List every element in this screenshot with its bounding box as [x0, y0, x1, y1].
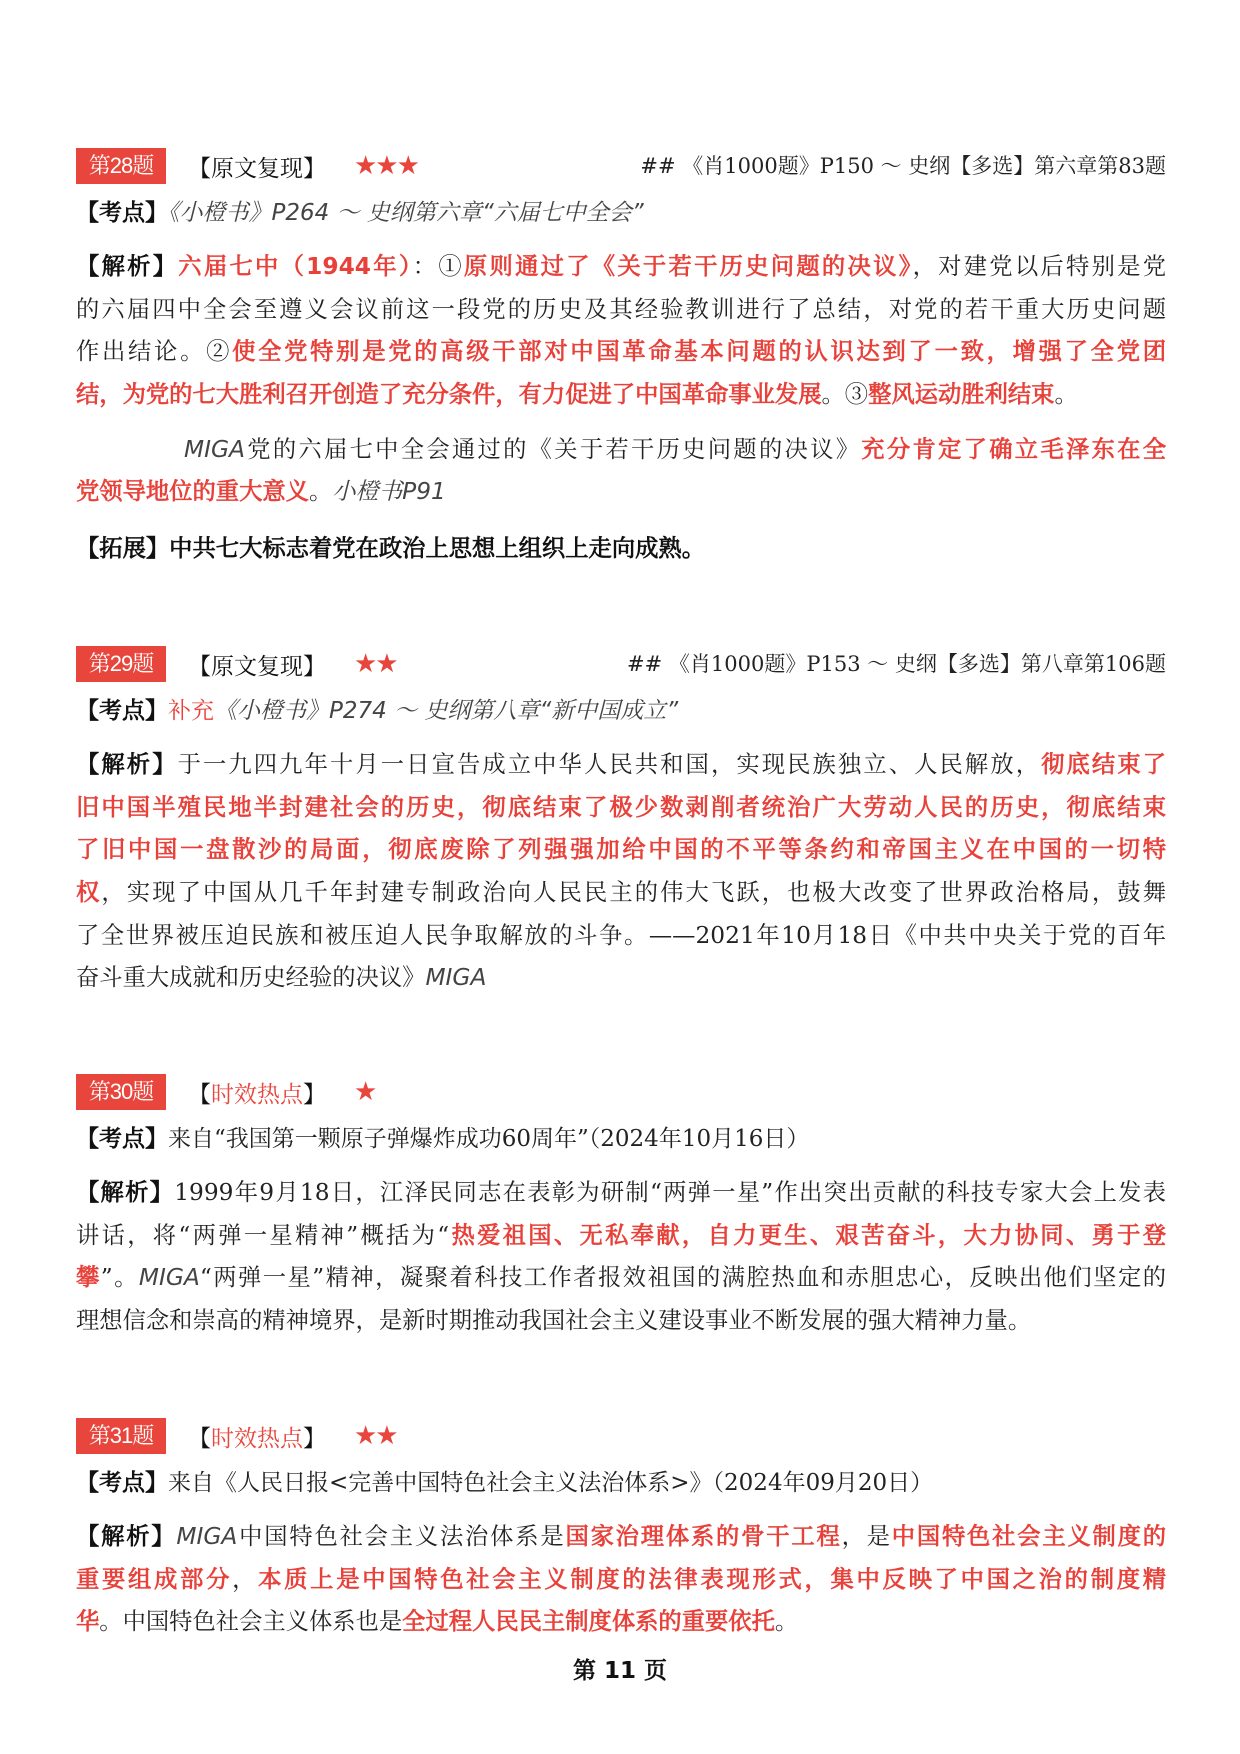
- text-run: ，对建党以后特别是党: [912, 253, 1167, 280]
- text-run: 【解析】: [76, 253, 179, 280]
- text-run: 使全党特别是党的高级干部对中国革命基本问题的认识达到了一致，增强了全党团: [232, 338, 1167, 366]
- text-line: [76, 957, 1166, 1000]
- text-run: 讲话，将“两弹一星精神”概括为“: [76, 1221, 450, 1249]
- text-run: 【考点】: [76, 1470, 168, 1496]
- analysis-paragraph: [76, 246, 1166, 417]
- tag-bracket-close: 】: [303, 1080, 326, 1107]
- question-source: ## 《肖1000题》P150 ～ 史纲【多选】第六章第83题: [640, 154, 1166, 178]
- text-run: MIGA: [425, 964, 487, 992]
- text-run: 作出结论。②: [76, 338, 233, 366]
- tag-label: 时效热点: [211, 1080, 303, 1107]
- tag-label: 原文复现: [211, 154, 303, 181]
- category-tag: [188, 1420, 326, 1453]
- analysis-block: [76, 1516, 1166, 1644]
- category-tag: [188, 150, 326, 183]
- analysis-block: [76, 744, 1166, 1000]
- star-rating-icon: ★★: [354, 1421, 397, 1451]
- analysis-paragraph: [76, 744, 1166, 1000]
- category-tag: [188, 1076, 326, 1109]
- text-run: 中国特色社会主义制度的: [891, 1523, 1167, 1550]
- text-run: 来自“我国第一颗原子弹爆炸成功60周年”（2024年10月16日）: [168, 1126, 810, 1152]
- text-line: [76, 429, 1166, 472]
- text-run: ，是: [841, 1523, 892, 1550]
- text-run: MIGA: [184, 435, 245, 463]
- text-run: 。: [774, 1608, 799, 1636]
- text-line: [76, 1300, 1166, 1343]
- category-tag: [188, 648, 326, 681]
- question-section: [76, 646, 1166, 1012]
- text-run: 结，为党的七大胜利召开创造了充分条件，有力促进了中国革命事业发展: [76, 381, 822, 409]
- question-number-badge: 第30题: [76, 1074, 166, 1110]
- question-header: [76, 1418, 1166, 1454]
- text-run: 党领导地位的重大意义: [76, 478, 309, 506]
- text-run: 1999年9月18日，江泽民同志在表彰为研制“两弹一星”作出突出贡献的科技专家大会上发表: [174, 1179, 1167, 1206]
- text-run: ：①: [412, 253, 464, 280]
- question-section: [76, 1418, 1166, 1656]
- analysis-paragraph: [76, 429, 1166, 514]
- text-line: [76, 289, 1166, 332]
- text-line: [76, 471, 1166, 514]
- analysis-paragraph: [76, 1516, 1166, 1644]
- key-point-line: [76, 192, 1166, 234]
- text-run: 【解析】: [76, 1179, 175, 1206]
- text-run: MIGA: [138, 1264, 200, 1292]
- text-run: 【考点】: [76, 1126, 168, 1152]
- text-run: 【解析】: [76, 1523, 177, 1550]
- text-line: [76, 787, 1166, 830]
- extension-line: [76, 528, 1166, 571]
- question-header: [76, 148, 1166, 184]
- text-run: “两弹一星”精神，凝聚着科技工作者报效祖国的满腔热血和赤胆忠心，反映出他们坚定的: [199, 1264, 1166, 1292]
- text-run: 党的六届七中全会通过的《关于若干历史问题的决议》: [244, 435, 862, 463]
- text-line: [76, 744, 1166, 787]
- tag-bracket-close: 】: [303, 1424, 326, 1451]
- text-run: 旧中国半殖民地半封建社会的历史，彻底结束了极少数剥削者统治广大劳动人民的历史，彻底结束: [76, 793, 1166, 821]
- text-run: 【拓展】中共七大标志着党在政治上思想上组织上走向成熟。: [76, 535, 706, 563]
- question-header: [76, 1074, 1166, 1110]
- tag-bracket-open: 【: [188, 652, 211, 679]
- analysis-paragraph: [76, 1172, 1166, 1343]
- text-run: 。中国特色社会主义体系也是: [99, 1608, 403, 1636]
- tag-bracket-open: 【: [188, 1080, 211, 1107]
- text-line: [76, 1601, 1166, 1644]
- text-run: 小橙书P91: [332, 478, 446, 506]
- analysis-block: [76, 246, 1166, 514]
- text-run: 了旧中国一盘散沙的局面，彻底废除了列强强加给中国的不平等条约和帝国主义在中国的一切特: [76, 836, 1166, 864]
- text-run: 《小橙书》P264 ～ 史纲第六章“六届七中全会”: [168, 200, 644, 226]
- text-line: [76, 1172, 1166, 1215]
- text-run: MIGA: [176, 1523, 238, 1550]
- text-run: ”。: [100, 1264, 139, 1292]
- text-run: 了全世界被压迫民族和被压迫人民争取解放的斗争。——2021年10月18日《中共中央关于党的百年: [76, 921, 1166, 949]
- tag-bracket-close: 】: [303, 652, 326, 679]
- text-run: 补充: [168, 698, 214, 724]
- text-line: [76, 915, 1166, 958]
- text-line: [76, 331, 1166, 374]
- tag-label: 时效热点: [211, 1424, 303, 1451]
- analysis-block: [76, 1172, 1166, 1343]
- text-run: 全过程人民民主制度体系的重要依托: [402, 1608, 775, 1636]
- key-point-line: [76, 690, 1166, 732]
- text-run: 华: [76, 1608, 100, 1636]
- question-header: [76, 646, 1166, 682]
- text-run: 。: [1054, 381, 1078, 409]
- text-line: [76, 246, 1166, 289]
- question-section: [76, 1074, 1166, 1355]
- text-run: 国家治理体系的骨干工程: [565, 1523, 842, 1550]
- text-line: [76, 1516, 1166, 1559]
- tag-bracket-close: 】: [303, 154, 326, 181]
- question-section: [76, 148, 1166, 571]
- text-run: 中国特色社会主义法治体系是: [237, 1523, 566, 1550]
- text-run: 。: [308, 478, 333, 506]
- text-line: [76, 829, 1166, 872]
- star-rating-icon: ★: [354, 1077, 376, 1107]
- text-line: [76, 374, 1166, 417]
- text-run: ，: [232, 1565, 259, 1593]
- text-run: 来自《人民日报<完善中国特色社会主义法治体系>》（2024年09月20日）: [168, 1470, 934, 1496]
- text-run: 的六届四中全会至遵义会议前这一段党的历史及其经验教训进行了总结，对党的若干重大历史问题: [76, 295, 1166, 323]
- text-run: 彻底结束了: [1041, 751, 1167, 778]
- question-number-badge: 第28题: [76, 148, 166, 184]
- text-run: 重要组成部分: [76, 1565, 233, 1593]
- text-run: 充分肯定了确立毛泽东在全: [861, 435, 1167, 463]
- text-run: 原则通过了《关于若干历史问题的决议》: [463, 253, 913, 280]
- star-rating-icon: ★★★: [354, 151, 418, 181]
- text-run: 热爱祖国、无私奉献，自力更生、艰苦奋斗，大力协同、勇于登: [449, 1221, 1167, 1249]
- text-run: ，实现了中国从几千年封建专制政治向人民民主的伟大飞跃，也极大改变了世界政治格局，鼓舞: [101, 879, 1167, 907]
- tag-bracket-open: 【: [188, 154, 211, 181]
- tag-label: 原文复现: [211, 652, 303, 679]
- question-number-badge: 第31题: [76, 1418, 166, 1454]
- text-run: 攀: [76, 1264, 101, 1292]
- text-run: 《小橙书》P274 ～ 史纲第八章“新中国成立”: [214, 698, 679, 724]
- question-number-badge: 第29题: [76, 646, 166, 682]
- text-run: 六届七中（1944年）: [178, 253, 413, 280]
- text-run: 【考点】: [76, 698, 168, 724]
- key-point-line: [76, 1118, 1166, 1160]
- text-run: 本质上是中国特色社会主义制度的法律表现形式，集中反映了中国之治的制度精: [258, 1565, 1167, 1593]
- text-run: 【解析】: [76, 751, 178, 778]
- key-point-line: [76, 1462, 1166, 1504]
- text-run: 【考点】: [76, 200, 168, 226]
- tag-bracket-open: 【: [188, 1424, 211, 1451]
- text-line: [76, 1559, 1166, 1602]
- text-line: [76, 1215, 1166, 1258]
- text-run: 。③: [821, 381, 869, 409]
- text-line: [76, 1257, 1166, 1300]
- text-run: 奋斗重大成就和历史经验的决议》: [76, 964, 426, 992]
- text-line: [76, 872, 1166, 915]
- text-run: 权: [76, 879, 102, 907]
- text-run: 理想信念和崇高的精神境界，是新时期推动我国社会主义建设事业不断发展的强大精神力量。: [76, 1307, 1032, 1335]
- text-run: 整风运动胜利结束: [868, 381, 1055, 409]
- text-run: 于一九四九年十月一日宣告成立中华人民共和国，实现民族独立、人民解放，: [177, 751, 1042, 778]
- star-rating-icon: ★★: [354, 649, 397, 679]
- question-source: ## 《肖1000题》P153 ～ 史纲【多选】第八章第106题: [627, 652, 1166, 676]
- page-number: 第 11 页: [572, 1658, 668, 1684]
